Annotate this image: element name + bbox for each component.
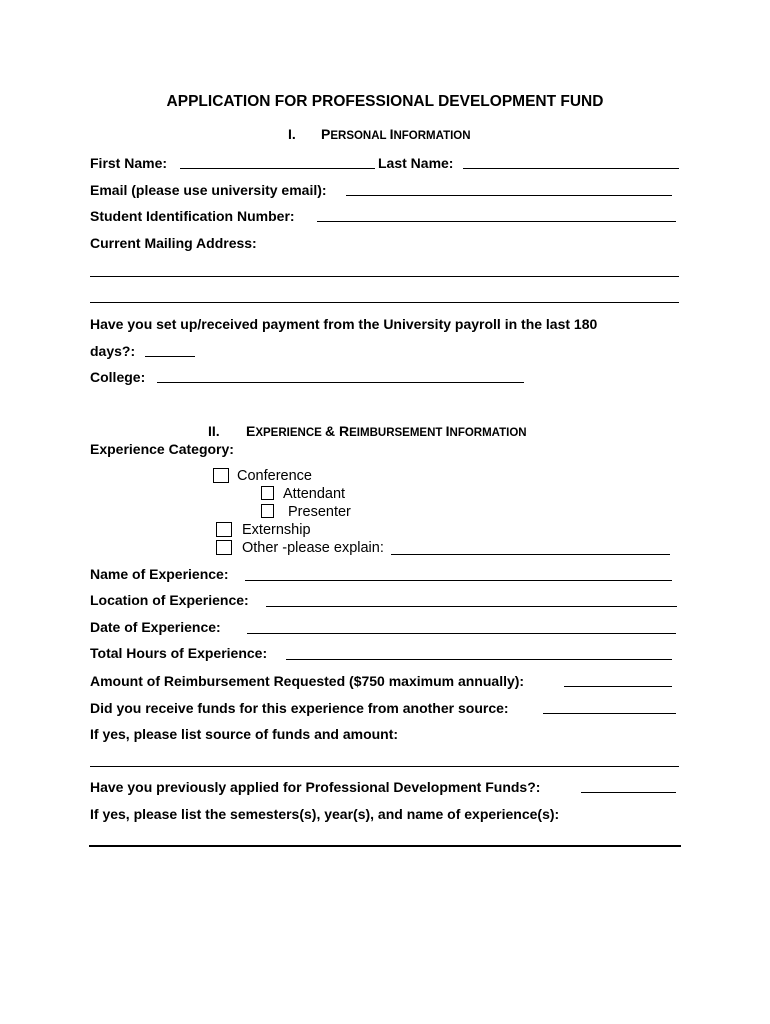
conference-label: Conference: [237, 468, 312, 484]
total-hours-field[interactable]: [286, 659, 672, 660]
last-name-field[interactable]: [463, 168, 679, 169]
location-label: Location of Experience:: [90, 592, 249, 608]
location-field[interactable]: [266, 606, 677, 607]
externship-checkbox[interactable]: [216, 522, 232, 537]
section-2-heading: EXPERIENCE & REIMBURSEMENT INFORMATION: [246, 423, 527, 439]
section-2-numeral: II.: [208, 423, 220, 439]
other-label: Other -please explain:: [242, 540, 384, 556]
previously-applied-label: Have you previously applied for Professional Development Funds?:: [90, 779, 541, 795]
total-hours-label: Total Hours of Experience:: [90, 645, 268, 661]
other-explain-field[interactable]: [391, 554, 670, 555]
college-field[interactable]: [157, 382, 524, 383]
mailing-address-line-2[interactable]: [90, 302, 679, 303]
date-field[interactable]: [247, 633, 676, 634]
experience-category-label: Experience Category:: [90, 441, 234, 457]
section-1-heading: PERSONAL INFORMATION: [321, 126, 471, 142]
form-title: APPLICATION FOR PROFESSIONAL DEVELOPMENT FUND: [166, 93, 604, 110]
first-name-field[interactable]: [180, 168, 375, 169]
presenter-label: Presenter: [288, 504, 351, 520]
amount-requested-field[interactable]: [564, 686, 672, 687]
payroll-answer-field[interactable]: [145, 356, 195, 357]
mailing-address-label: Current Mailing Address:: [90, 235, 257, 251]
presenter-checkbox[interactable]: [261, 504, 274, 518]
list-semesters-field[interactable]: [89, 845, 681, 847]
section-1-numeral: I.: [288, 126, 296, 142]
other-source-field[interactable]: [543, 713, 676, 714]
first-name-label: First Name:: [90, 155, 168, 171]
payroll-question-line-1: Have you set up/received payment from the University payroll in the last 180: [90, 316, 598, 332]
externship-label: Externship: [242, 522, 311, 538]
attendant-checkbox[interactable]: [261, 486, 274, 500]
list-source-label: If yes, please list source of funds and amount:: [90, 726, 399, 742]
email-label: Email (please use university email):: [90, 182, 327, 198]
name-of-experience-label: Name of Experience:: [90, 566, 229, 582]
college-label: College:: [90, 369, 146, 385]
other-source-label: Did you receive funds for this experience from another source:: [90, 700, 509, 716]
last-name-label: Last Name:: [378, 155, 454, 171]
email-field[interactable]: [346, 195, 672, 196]
student-id-field[interactable]: [317, 221, 676, 222]
name-of-experience-field[interactable]: [245, 580, 672, 581]
mailing-address-line-1[interactable]: [90, 276, 679, 277]
other-checkbox[interactable]: [216, 540, 232, 555]
previously-applied-field[interactable]: [581, 792, 676, 793]
date-label: Date of Experience:: [90, 619, 221, 635]
attendant-label: Attendant: [283, 486, 346, 502]
payroll-question-line-2: days?:: [90, 343, 136, 359]
list-semesters-label: If yes, please list the semesters(s), year(s), and name of experience(s):: [90, 806, 560, 822]
list-source-field[interactable]: [90, 766, 679, 767]
student-id-label: Student Identification Number:: [90, 208, 295, 224]
conference-checkbox[interactable]: [213, 468, 229, 483]
amount-requested-label: Amount of Reimbursement Requested ($750 maximum annually):: [90, 673, 525, 689]
